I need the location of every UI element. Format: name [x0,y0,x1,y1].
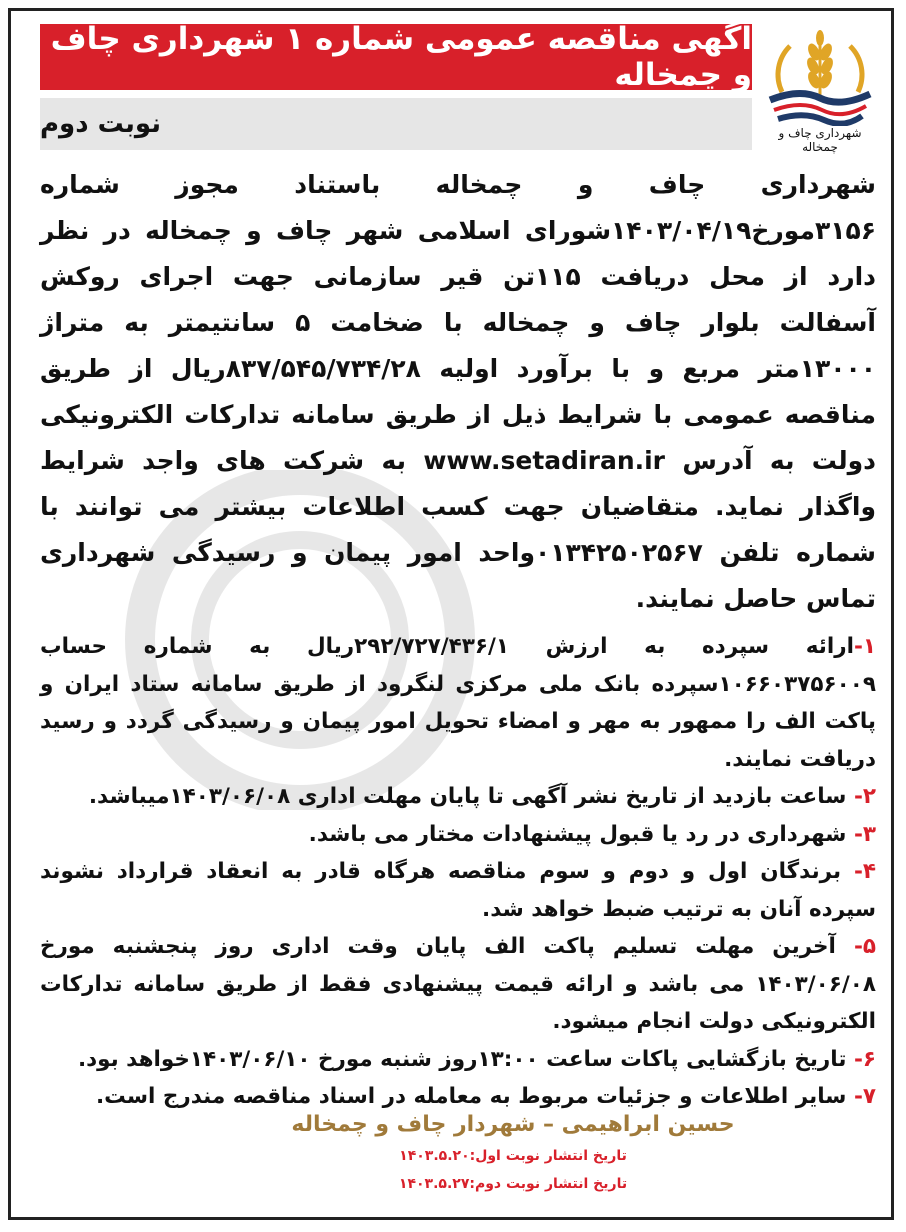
list-item [40,928,876,1041]
list-item [40,778,876,816]
item-number: ۲- [853,784,876,809]
intro-text-part1: شهرداری چاف و چمخاله باستناد مجوز شماره ۳۱۵۶مورخ۱۴۰۳/۰۴/۱۹شورای اسلامی شهر چاف و چمخاله در نظر دارد از محل دریافت ۱۱۵تن قیر سازمانی جهت اجرای روکش آسفالت بلوار چاف و چمخاله با ضخامت ۵ سانتیمتر به متراژ ۱۳۰۰۰متر مربع و با برآورد اولیه ۸۳۷/۵۴۵/۷۳۴/۲۸ریال از طریق مناقصه عمومی با شرایط ذیل از طریق سامانه تدارکات الکترونیکی دولت به آدرس [40,170,877,475]
logo-caption: شهرداری چاف و چمخاله [778,126,862,154]
publish-date-first: تاریخ انتشار نوبت اول:۱۴۰۳.۵.۲۰ [399,1148,627,1164]
item-number: ۱- [853,634,877,659]
item-text: ساعت بازدید از تاریخ نشر آگهی تا پایان مهلت اداری ۱۴۰۳/۰۶/۰۸میباشد. [88,784,854,809]
item-text: تاریخ بازگشایی پاکات ساعت ۱۳:۰۰روز شنبه مورخ ۱۴۰۳/۰۶/۱۰خواهد بود. [77,1046,854,1072]
intro-paragraph [40,162,876,622]
item-text: شهرداری در رد یا قبول پیشنهادات مختار می باشد. [308,821,854,847]
list-item [40,628,876,778]
item-text: آخرین مهلت تسلیم پاکت الف پایان وقت اداری روز پنجشنبه مورخ ۱۴۰۳/۰۶/۰۸ می باشد و ارائه قیمت پیشنهادی فقط از طریق سامانه تدارکات الکترونیکی دولت انجام میشود. [40,934,876,1034]
item-number: ۶- [853,1046,876,1072]
signer-line: حسین ابراهیمی – شهردار چاف و چمخاله [291,1112,735,1137]
website-link[interactable]: www.setadiran.ir [423,446,666,475]
conditions-list [40,628,876,1116]
item-text: سایر اطلاعات و جزئیات مربوط به معامله در اسناد مناقصه مندرج است. [95,1084,854,1109]
notice-footer [40,1108,876,1198]
item-text: ارائه سپرده به ارزش ۲۹۲/۷۲۷/۴۳۶/۱ریال به شماره حساب ۱۰۶۶۰۳۷۵۶۰۰۹سپرده بانک ملی مرکزی لنگرود از طریق سامانه ستاد ایران و پاکت الف را ممهور به مهر و امضاء تحویل امور پیمان و رسیدگی گردد و رسید دریافت نمایند. [40,634,876,772]
item-number: ۷- [853,1084,876,1109]
notice-round: نوبت دوم [40,98,752,150]
intro-text-part2: به شرکت های واجد شرایط واگذار نماید. متقاضیان جهت کسب اطلاعات بیشتر می توانند با شماره تلفن ۰۱۳۴۲۵۰۲۵۶۷واحد امور پیمان و رسیدگی شهرداری تماس حاصل نمایند. [40,446,877,613]
list-item [40,853,876,928]
notice-title: آگهی مناقصه عمومی شماره ۱ شهرداری چاف و چمخاله [40,24,752,90]
notice-body [40,162,876,1116]
item-number: ۴- [853,859,876,884]
municipality-logo [760,22,880,154]
item-number: ۵- [853,934,876,959]
list-item [40,1041,876,1079]
item-number: ۳- [853,821,876,847]
publish-date-second: تاریخ انتشار نوبت دوم:۱۴۰۳.۵.۲۷ [398,1176,628,1192]
wheat-waves-logo-icon [760,22,880,126]
item-text: برندگان اول و دوم و سوم مناقصه هرگاه قادر به انعقاد قرارداد نشوند سپرده آنان به ترتیب ضبط خواهد شد. [40,859,876,922]
list-item [40,816,876,854]
